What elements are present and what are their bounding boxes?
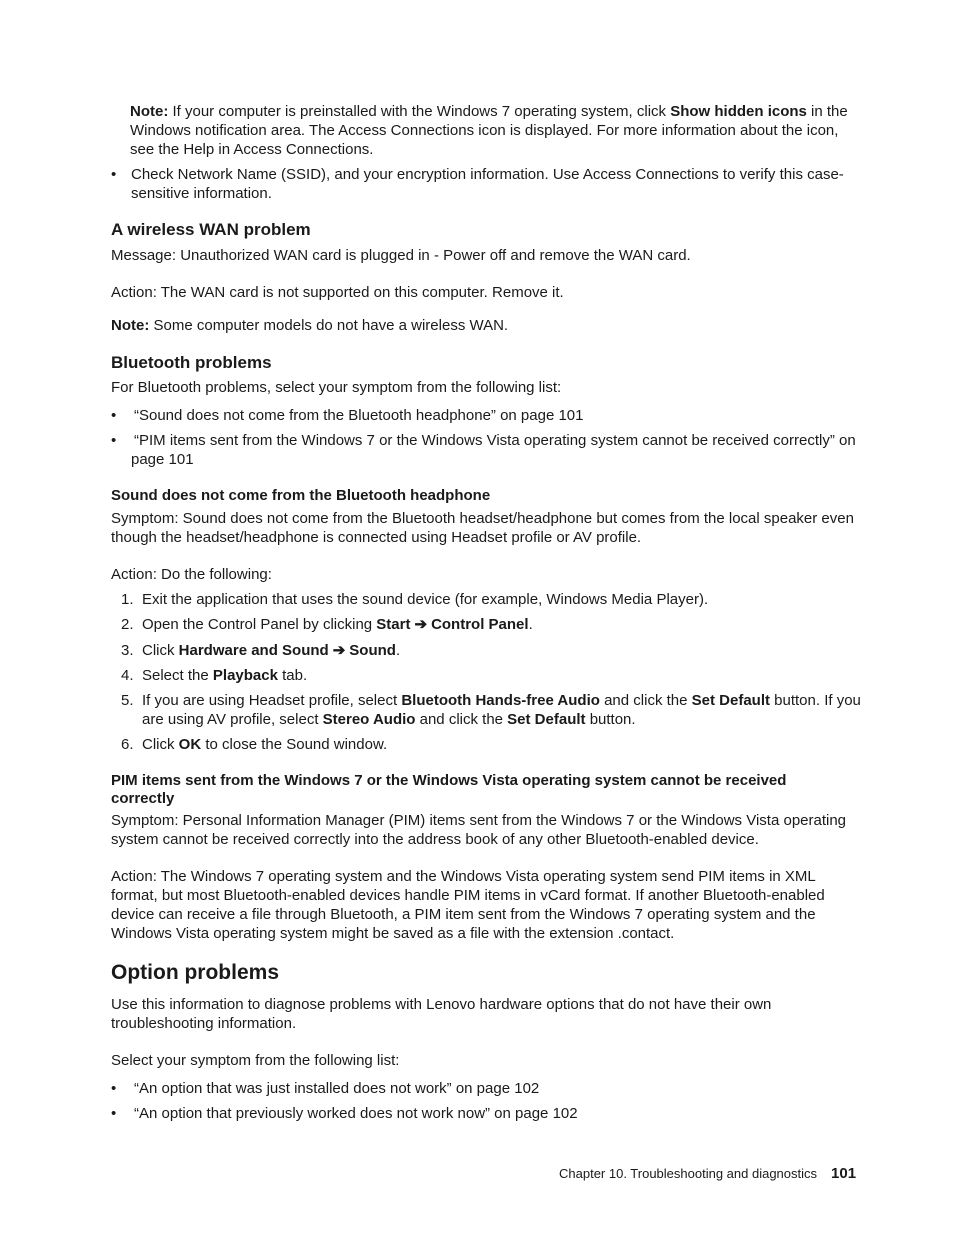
note-paragraph: Note: If your computer is preinstalled with the Windows 7 operating system, click Show hidden icons in the Windows notification area. The Access Connections icon is displayed. For more information about the icon, see the Help in Access Connections. [130, 103, 848, 158]
cross-reference-link[interactable]: “Sound does not come from the Bluetooth headphone” on page 101 [134, 407, 584, 424]
cross-reference-link[interactable]: “An option that was just installed does not work” on page 102 [134, 1080, 540, 1097]
list-item: 1. Exit the application that uses the sound device (for example, Windows Media Player). [121, 591, 709, 608]
cross-reference-link[interactable]: “An option that previously worked does not work now” on page 102 [134, 1105, 578, 1122]
list-item: • “Sound does not come from the Bluetooth headphone” on page 101 [111, 406, 866, 426]
page-footer [559, 1164, 856, 1183]
list-item: 3. Click Hardware and Sound ➔ Sound. [121, 642, 401, 659]
note-label: Note: [130, 103, 169, 120]
pim-action: Action: The Windows 7 operating system and the Windows Vista operating system send PIM items in XML format, but most Bluetooth-enabled devices handle PIM items in vCard format. If another Bluetooth-enabled device can receive a file through Bluetooth, a PIM item sent from the Windows 7 operating system and the Windows Vista operating system might be saved as a file with the extension .contact. [111, 868, 825, 942]
section-heading: Bluetooth problems [111, 353, 272, 372]
sound-action: Action: Do the following: [111, 566, 272, 583]
list-item: 5. If you are using Headset profile, select Bluetooth Hands-free Audio and click the Set Default button. If you are using AV profile, select Stereo Audio and click the Set Default button. [121, 692, 861, 728]
pim-symptom: Symptom: Personal Information Manager (PIM) items sent from the Windows 7 or the Windows Vista operating system cannot be received correctly into the address book of any other Bluetooth-enabled device. [111, 812, 847, 848]
list-item: 2. Open the Control Panel by clicking Start ➔ Control Panel. [121, 616, 533, 633]
arrow-right-icon: ➔ [414, 616, 428, 633]
subsection-heading: Sound does not come from the Bluetooth headphone [111, 487, 491, 504]
option-intro: Use this information to diagnose problems with Lenovo hardware options that do not have their own troubleshooting information. [111, 996, 772, 1032]
footer-chapter: Chapter 10. Troubleshooting and diagnostics [559, 1166, 818, 1181]
list-item: 4. Select the Playback tab. [121, 667, 308, 684]
list-item: • Check Network Name (SSID), and your encryption information. Use Access Connections to verify this case-sensitive information. [111, 166, 844, 202]
subsection-heading: PIM items sent from the Windows 7 or the Windows Vista operating system cannot be received correctly [111, 772, 787, 807]
wan-note: Note: Some computer models do not have a wireless WAN. [111, 317, 509, 334]
sound-symptom: Symptom: Sound does not come from the Bluetooth headset/headphone but comes from the local speaker even though the headset/headphone is connected using Headset profile or AV profile. [111, 510, 854, 546]
arrow-right-icon: ➔ [332, 642, 346, 659]
list-item: • “An option that previously worked does not work now” on page 102 [111, 1104, 866, 1124]
option-select: Select your symptom from the following list: [111, 1052, 400, 1069]
list-item: • “An option that was just installed does not work” on page 102 [111, 1079, 866, 1099]
wan-message: Message: Unauthorized WAN card is plugged in - Power off and remove the WAN card. [111, 247, 691, 264]
list-item: 6. Click OK to close the Sound window. [121, 736, 388, 753]
list-item: • “PIM items sent from the Windows 7 or the Windows Vista operating system cannot be received correctly” on page 101 [111, 431, 866, 471]
page-section-title: Option problems [111, 961, 279, 984]
section-heading: A wireless WAN problem [111, 220, 311, 239]
wan-action: Action: The WAN card is not supported on this computer. Remove it. [111, 284, 564, 301]
bt-intro: For Bluetooth problems, select your symptom from the following list: [111, 379, 562, 396]
cross-reference-link[interactable]: “PIM items sent from the Windows 7 or the Windows Vista operating system cannot be received correctly” on page 101 [131, 432, 856, 468]
page-number: 101 [831, 1165, 857, 1182]
